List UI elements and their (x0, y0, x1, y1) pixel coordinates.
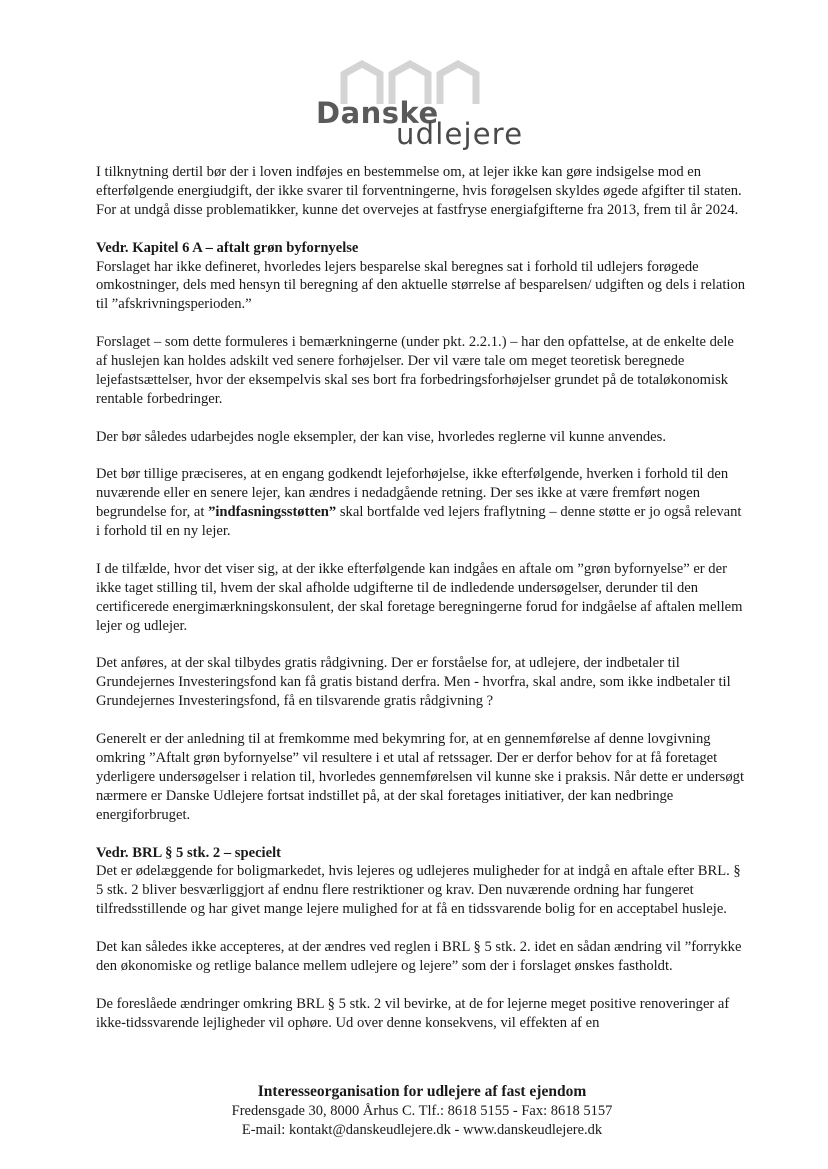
letter-body (96, 163, 748, 1033)
organisation-name: Interesseorganisation for udlejere af fast ejendom (257, 1083, 587, 1100)
paragraph: Generelt er der anledning til at fremkomme med bekymring for, at en gennemførelse af denne lovgivning omkring ”Aftalt grøn byfornyelse” vil resultere i et utal af retssager. Der er derfor behov for at få foretaget yderligere undersøgelser i relation til, hvorledes gennemførelsen vil kunne ske i praksis. Når dette er undersøgt nærmere er Danske Udlejere fortsat indstillet på, at der skal foretages initiativer, der kan nedbringe energiforbruget. (96, 731, 745, 823)
paragraph (96, 465, 748, 541)
letterhead-footer (96, 1082, 748, 1140)
danske-udlejere-logo (310, 60, 550, 155)
logo-word-danske: Danske (316, 96, 439, 130)
paragraph: Det er ødelæggende for boligmarkedet, hvis lejeres og udlejeres muligheder for at indgå en aftale efter BRL. § 5 stk. 2 bliver besværliggjort af endnu flere restriktioner og krav. Den nuværende ordning har fungeret tilfredsstillende og har givet mange lejere mulighed for at få en tidssvarende bolig for en acceptabel husleje. (96, 863, 741, 918)
paragraph: Der bør således udarbejdes nogle eksempler, der kan vise, hvorledes reglerne vil kunne anvendes. (96, 428, 666, 445)
contact-line: E-mail: kontakt@danskeudlejere.dk - www.danskeudlejere.dk (241, 1122, 603, 1138)
paragraph: De foreslåede ændringer omkring BRL § 5 stk. 2 vil bevirke, at de for lejerne meget positive renoveringer af ikke-tidssvarende lejligheder vil ophøre. Ud over denne konsekvens, vil effekten af en (96, 995, 730, 1031)
section-heading: Vedr. Kapitel 6 A – aftalt grøn byfornyelse (96, 239, 359, 256)
text-run: skal bortfalde ved lejers fraflytning – denne støtte er jo også relevant i forhold til en ny lejer. (96, 504, 742, 540)
paragraph: Det anføres, at der skal tilbydes gratis rådgivning. Der er forståelse for, at udlejere, der indbetaler til Grundejernes Investeringsfond kan få gratis bistand derfra. Men - hvorfra, skal andre, som ikke indbetaler til Grundejernes Investeringsfond, få en tilsvarende gratis rådgivning ? (96, 655, 731, 710)
section-heading: Vedr. BRL § 5 stk. 2 – specielt (96, 844, 282, 861)
paragraph: Det kan således ikke accepteres, at der ændres ved reglen i BRL § 5 stk. 2. idet en sådan ændring vil ”forrykke den økonomiske og retlige balance mellem udlejere og lejere” som der i forslaget ønskes fastholdt. (96, 939, 742, 974)
bold-term: ”indfasningsstøtten” (208, 504, 337, 521)
paragraph: Forslaget har ikke defineret, hvorledes lejers besparelse skal beregnes sat i forhold til udlejers forøgede omkostninger, dels med hensyn til beregning af den aktuelle størrelse af besparelsen/ udgiften og dels i relation til ”afskrivningsperioden.” (96, 258, 746, 313)
text-run: Det bør tillige præciseres, at en engang godkendt lejeforhøjelse, ikke efterfølgende, hverken i forhold til den nuværende eller en senere lejer, kan ændres i nedadgående retning. Der ses ikke at være fremført nogen begrundelse for, at (96, 466, 729, 521)
paragraph: Forslaget – som dette formuleres i bemærkningerne (under pkt. 2.2.1.) – har den opfattelse, at de enkelte dele af huslejen kan holdes adskilt ved senere forhøjelser. Der vil være tale om meget teoretisk beregnede lejefastsættelser, hvor der eksempelvis skal ses bort fra forbedringsforhøjelser grundet på de totaløkonomisk rentable forbedringer. (96, 334, 734, 407)
address-line: Fredensgade 30, 8000 Århus C. Tlf.: 8618 5155 - Fax: 8618 5157 (231, 1103, 613, 1119)
logo-word-udlejere: udlejere (396, 117, 524, 151)
intro-paragraph: I tilknytning dertil bør der i loven indføjes en bestemmelse om, at lejer ikke kan gøre indsigelse mod en efterfølgende energiudgift, der ikke svarer til forventningerne, hvis forøgelsen skyldes øgede afgifter til staten. For at undgå disse problematikker, kunne det overvejes at fastfryse energiafgifterne fra 2013, frem til år 2024. (96, 164, 742, 218)
paragraph: I de tilfælde, hvor det viser sig, at der ikke efterfølgende kan indgåes en aftale om ”grøn byfornyelse” er der ikke taget stilling til, hvem der skal afholde udgifterne til de indledende undersøgelser, derunder til den certificerede energimærkningskonsulent, der skal foretage beregningerne forud for indgåelse af aftalen mellem lejer og udlejer. (96, 560, 743, 634)
section-brl-5-stk-2 (96, 844, 748, 1033)
section-kapitel-6a (96, 239, 748, 825)
